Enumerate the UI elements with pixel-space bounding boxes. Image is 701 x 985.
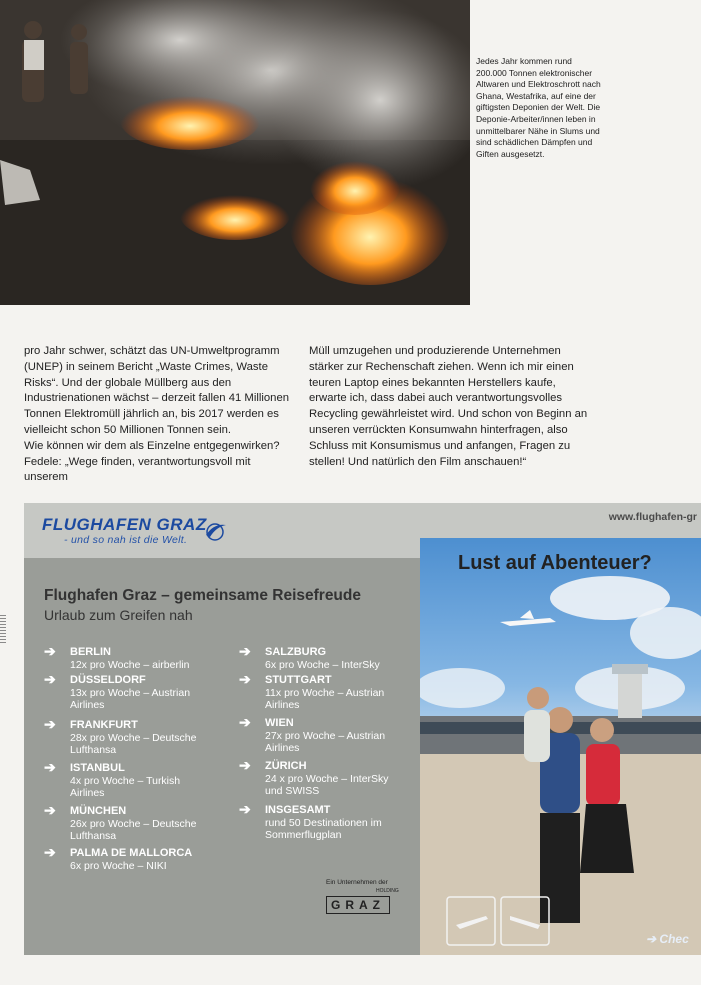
article-question: Wie können wir dem als Einzelne entgegenwirken?	[24, 439, 280, 452]
arrow-right-icon: ➔	[239, 671, 251, 687]
destination-salzburg: ➔ SALZBURG 6x pro Woche – InterSky	[239, 643, 380, 671]
article-answer: Fedele: „Wege finden, verantwortungsvoll mit unserem	[24, 455, 251, 484]
photo-caption: Jedes Jahr kommen rund 200.000 Tonnen elektronischer Altwaren und Elektroschrott nach Ghana, Westafrika, auf eine der giftigsten Deponien der Welt. Die Deponie-Arbeiter/innen leben in unmittelbarer Nähe in Slums und sind schädlichen Dämpfen und Giften ausgesetzt.	[476, 56, 601, 159]
arrow-right-icon: ➔	[239, 801, 251, 817]
article-column-right	[309, 344, 591, 470]
arrow-right-icon: ➔	[239, 757, 251, 773]
family-at-airport-photo	[420, 538, 701, 955]
arrow-right-icon: ➔	[44, 802, 56, 818]
holding-label: Ein Unternehmen der	[326, 879, 388, 886]
flughafen-graz-logo: FLUGHAFEN GRAZ	[42, 515, 207, 534]
holding-graz-logo: GRAZ	[326, 896, 390, 914]
destination-berlin: ➔ BERLIN 12x pro Woche – airberlin	[44, 643, 190, 671]
airport-family-illustration	[420, 538, 701, 955]
arrow-right-icon: ➔	[44, 671, 56, 687]
article-paragraph: Müll umzugehen und produzierende Unternehmen stärker zur Rechenschaft ziehen. Wenn ich mir einen teuren Laptop eines bekannten Herstellers kaufe, erwarte ich, dass dabei auch verantwortungsvolles Recycling gewährleistet wird. Und schon von Beginn an unseren verrückten Konsumwahn hinterfragen, also Schluss mit Konsumismus und anfangen, Fragen zu stellen! Und natürlich den Film anschauen!“	[309, 345, 588, 468]
destination-palma: ➔ PALMA DE MALLORCA 6x pro Woche – NIKI	[44, 844, 193, 872]
ad-tagline: Lust auf Abenteuer?	[458, 552, 652, 574]
arrow-right-icon: ➔	[239, 643, 251, 659]
arrow-right-icon: ➔	[44, 759, 56, 775]
logo-swoosh-icon	[204, 521, 228, 541]
holding-small-label: HOLDING	[376, 888, 399, 894]
ad-subtitle: Urlaub zum Greifen nah	[44, 607, 193, 623]
destination-istanbul: ➔ ISTANBUL 4x pro Woche – Turkish Airlines	[44, 759, 181, 799]
destination-stuttgart: ➔ STUTTGART 11x pro Woche – Austrian Airlines	[239, 671, 385, 711]
fire-scene-illustration	[0, 0, 470, 305]
airport-advertisement	[24, 503, 701, 955]
destination-duesseldorf: ➔ DÜSSELDORF 13x pro Woche – Austrian Airlines	[44, 671, 191, 711]
destination-frankfurt: ➔ FRANKFURT 28x pro Woche – Deutsche Lufthansa	[44, 716, 197, 756]
e-waste-fire-photo	[0, 0, 470, 305]
margin-credit-line	[0, 615, 6, 645]
arrow-right-icon: ➔	[646, 932, 657, 946]
ad-cta-text: ➔ Chec	[646, 932, 689, 946]
destination-muenchen: ➔ MÜNCHEN 26x pro Woche – Deutsche Lufthansa	[44, 802, 197, 842]
arrow-right-icon: ➔	[44, 844, 56, 860]
article-column-left	[24, 344, 296, 486]
destination-total: ➔ INSGESAMT rund 50 Destinationen im Sommerflugplan	[239, 801, 382, 841]
article-paragraph: pro Jahr schwer, schätzt das UN-Umweltprogramm (UNEP) in seinem Bericht „Waste Crimes, Waste Risks“. Und der globale Müllberg aus den Industrienationen wächst – derzeit fallen 41 Millionen Tonnen Elektromüll jährlich an, bis 2017 werden es vielleicht schon 50 Millionen Tonnen sein.	[24, 345, 290, 436]
arrow-right-icon: ➔	[44, 716, 56, 732]
destination-wien: ➔ WIEN 27x pro Woche – Austrian Airlines	[239, 714, 386, 754]
logo-slogan: - und so nah ist die Welt.	[64, 534, 188, 546]
destination-zuerich: ➔ ZÜRICH 24 x pro Woche – InterSky und SWISS	[239, 757, 389, 797]
arrow-right-icon: ➔	[239, 714, 251, 730]
arrow-right-icon: ➔	[44, 643, 56, 659]
ad-url: www.flughafen-gr	[608, 511, 697, 523]
ad-title: Flughafen Graz – gemeinsame Reisefreude	[44, 587, 361, 604]
